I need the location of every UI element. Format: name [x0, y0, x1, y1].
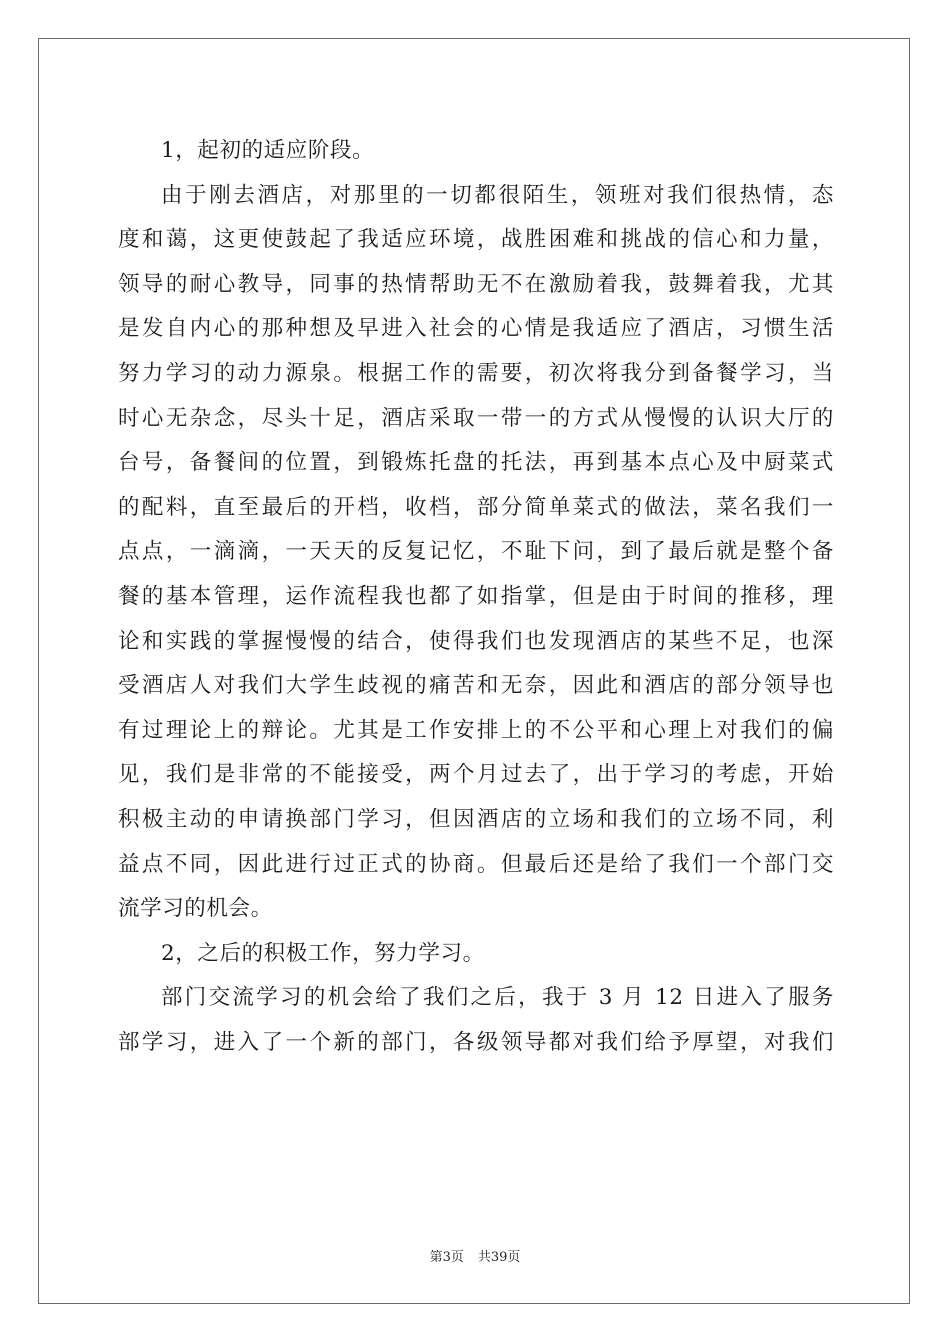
paragraph-line: 益点不同，因此进行过正式的协商。但最后还是给了我们一个部门交: [118, 851, 834, 877]
paragraph-line: 点点，一滴滴，一天天的反复记忆，不耻下问，到了最后就是整个备: [118, 539, 834, 565]
paragraph-line: 度和蔼，这更使鼓起了我适应环境，战胜困难和挑战的信心和力量，: [118, 227, 834, 253]
paragraph-line: 论和实践的掌握慢慢的结合，使得我们也发现酒店的某些不足，也深: [118, 628, 834, 654]
document-body: [118, 129, 834, 1065]
paragraph-line: 流学习的机会。: [118, 896, 273, 922]
paragraph-line: 是发自内心的那种想及早进入社会的心情是我适应了酒店，习惯生活: [118, 316, 834, 342]
paragraph-line: 领导的耐心教导，同事的热情帮助无不在激励着我，鼓舞着我，尤其: [118, 271, 834, 297]
paragraph-line: 时心无杂念，尽头十足，酒店采取一带一的方式从慢慢的认识大厅的: [118, 405, 834, 431]
paragraph-line: 有过理论上的辩论。尤其是工作安排上的不公平和心理上对我们的偏: [118, 717, 834, 743]
section-heading: 1，起初的适应阶段。: [161, 138, 375, 163]
paragraph-line: 努力学习的动力源泉。根据工作的需要，初次将我分到备餐学习，当: [118, 360, 834, 386]
paragraph-line: 部门交流学习的机会给了我们之后，我于 3 月 12 日进入了服务: [161, 985, 834, 1011]
paragraph-line: 部学习，进入了一个新的部门，各级领导都对我们给予厚望，对我们: [118, 1029, 834, 1055]
section-heading: 2，之后的积极工作，努力学习。: [161, 940, 485, 966]
total-pages: 共39页: [477, 1250, 521, 1265]
paragraph-line: 的配料，直至最后的开档，收档，部分简单菜式的做法，菜名我们一: [118, 494, 834, 520]
paragraph-line: 受酒店人对我们大学生歧视的痛苦和无奈，因此和酒店的部分领导也: [118, 673, 834, 699]
page-number: 第3页: [429, 1250, 464, 1265]
paragraph-line: 餐的基本管理，运作流程我也都了如指掌，但是由于时间的推移，理: [118, 583, 834, 609]
paragraph-line: 积极主动的申请换部门学习，但因酒店的立场和我们的立场不同，利: [118, 806, 834, 832]
paragraph-line: 见，我们是非常的不能接受，两个月过去了，出于学习的考虑，开始: [118, 762, 834, 788]
page-footer: [0, 1246, 950, 1265]
paragraph-line: 台号，备餐间的位置，到锻炼托盘的托法，再到基本点心及中厨菜式: [118, 450, 834, 476]
paragraph-line: 由于刚去酒店，对那里的一切都很陌生，领班对我们很热情，态: [161, 182, 834, 208]
